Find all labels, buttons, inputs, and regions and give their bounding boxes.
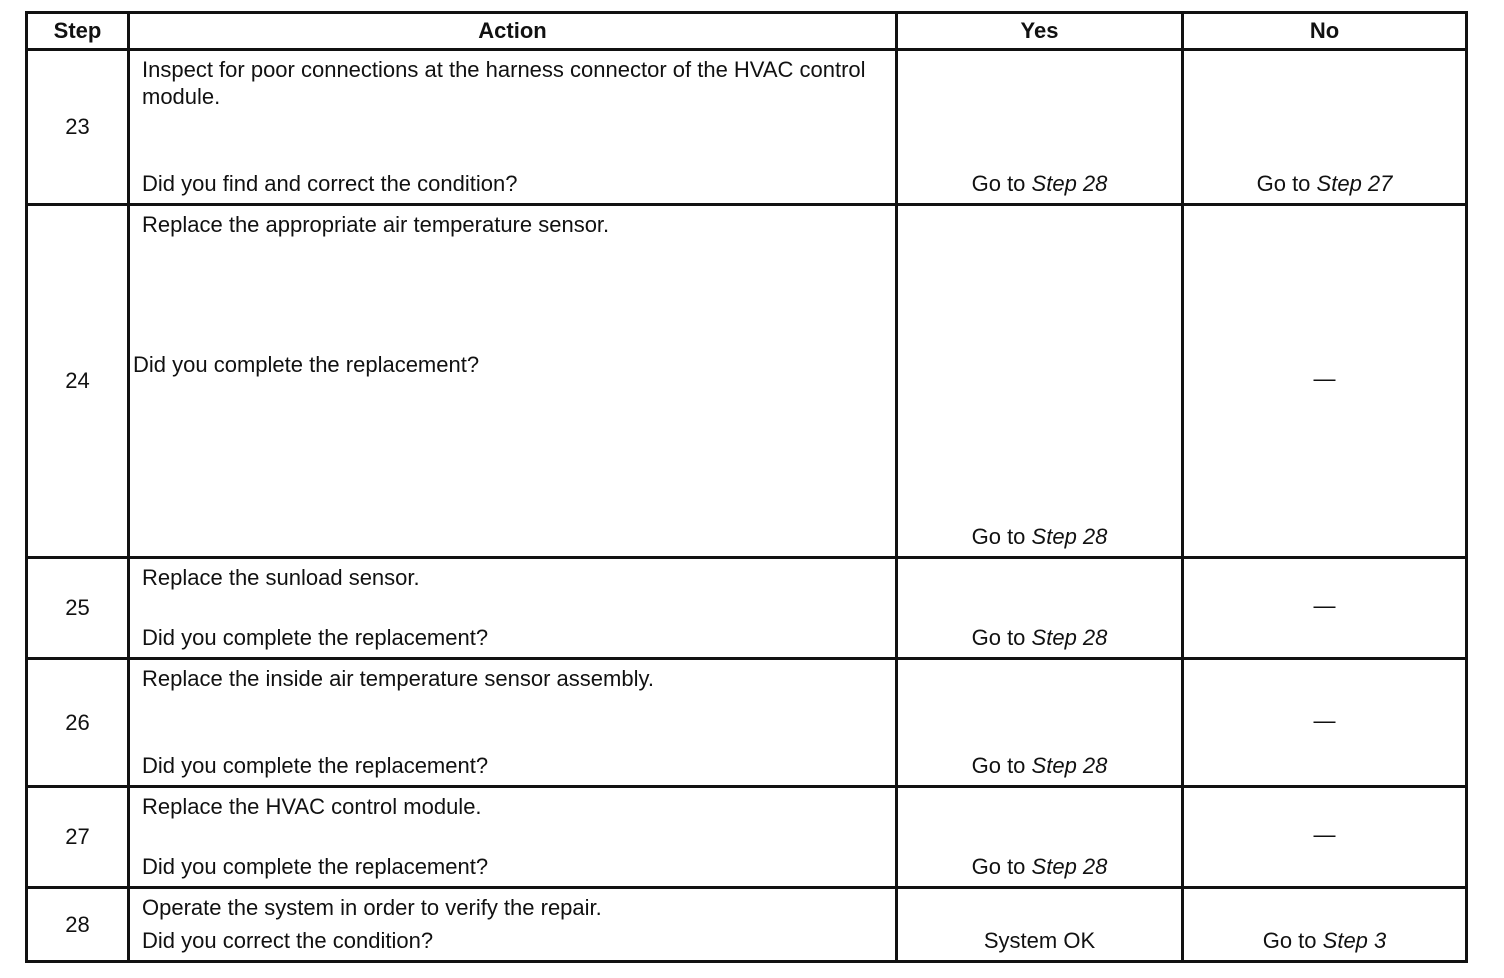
yes-step-link[interactable]: Step 28 <box>1031 753 1108 778</box>
action-text: Inspect for poor connections at the harness connector of the HVAC control module. <box>142 57 866 109</box>
step-number: 24 <box>27 205 129 558</box>
table-row <box>27 787 1467 888</box>
header-step: Step <box>27 13 129 50</box>
no-cell <box>1183 205 1467 558</box>
table-row <box>27 50 1467 205</box>
yes-result: System OK <box>983 928 1096 953</box>
yes-step-link[interactable]: Step 28 <box>1031 524 1108 549</box>
yes-prefix: Go to <box>971 854 1026 879</box>
yes-step-link[interactable]: Step 28 <box>1031 171 1108 196</box>
yes-cell <box>897 888 1183 962</box>
table-row <box>27 659 1467 787</box>
yes-result <box>898 854 1181 880</box>
header-row <box>27 13 1467 50</box>
no-cell <box>1183 787 1467 888</box>
table-row <box>27 888 1467 962</box>
action-cell <box>129 205 897 558</box>
yes-result <box>898 524 1181 550</box>
no-dash: — <box>1313 822 1336 847</box>
yes-cell <box>897 50 1183 205</box>
step-number: 25 <box>27 558 129 659</box>
no-dash: — <box>1313 593 1336 618</box>
no-prefix: Go to <box>1262 928 1317 953</box>
yes-cell <box>897 787 1183 888</box>
yes-cell <box>897 659 1183 787</box>
no-step-link[interactable]: Step 27 <box>1316 171 1393 196</box>
step-number: 27 <box>27 787 129 888</box>
action-cell <box>129 558 897 659</box>
action-text: Replace the HVAC control module. <box>142 794 482 819</box>
no-result <box>1184 171 1465 197</box>
table-row <box>27 205 1467 558</box>
step-number: 23 <box>27 50 129 205</box>
diagnostic-table <box>25 11 1468 963</box>
no-dash: — <box>1313 366 1336 391</box>
action-text: Replace the sunload sensor. <box>142 565 420 590</box>
yes-cell <box>897 205 1183 558</box>
header-no: No <box>1183 13 1467 50</box>
action-question: Did you complete the replacement? <box>142 625 489 650</box>
no-prefix: Go to <box>1256 171 1311 196</box>
action-text: Replace the appropriate air temperature sensor. <box>142 212 610 237</box>
header-action: Action <box>129 13 897 50</box>
yes-prefix: Go to <box>971 171 1026 196</box>
yes-step-link[interactable]: Step 28 <box>1031 854 1108 879</box>
yes-result <box>898 625 1181 651</box>
action-cell <box>129 787 897 888</box>
step-number: 26 <box>27 659 129 787</box>
yes-cell <box>897 558 1183 659</box>
yes-prefix: Go to <box>971 625 1026 650</box>
no-dash: — <box>1313 708 1336 733</box>
no-step-link[interactable]: Step 3 <box>1322 928 1387 953</box>
action-question: Did you complete the replacement? <box>142 854 489 879</box>
action-text: Operate the system in order to verify the repair. <box>142 895 602 920</box>
action-text: Replace the inside air temperature sensor assembly. <box>142 666 654 691</box>
yes-prefix: Go to <box>971 524 1026 549</box>
table-row <box>27 558 1467 659</box>
yes-step-link[interactable]: Step 28 <box>1031 625 1108 650</box>
header-yes: Yes <box>897 13 1183 50</box>
yes-prefix: Go to <box>971 753 1026 778</box>
action-question: Did you find and correct the condition? <box>142 171 518 196</box>
action-question: Did you correct the condition? <box>142 928 434 953</box>
yes-result <box>898 171 1181 197</box>
action-cell <box>129 50 897 205</box>
action-cell <box>129 888 897 962</box>
no-result <box>1184 928 1465 954</box>
no-cell <box>1183 659 1467 787</box>
action-cell <box>129 659 897 787</box>
no-cell <box>1183 888 1467 962</box>
action-question: Did you complete the replacement? <box>133 352 480 377</box>
step-number: 28 <box>27 888 129 962</box>
yes-result <box>898 753 1181 779</box>
no-cell <box>1183 558 1467 659</box>
no-cell <box>1183 50 1467 205</box>
action-question: Did you complete the replacement? <box>142 753 489 778</box>
